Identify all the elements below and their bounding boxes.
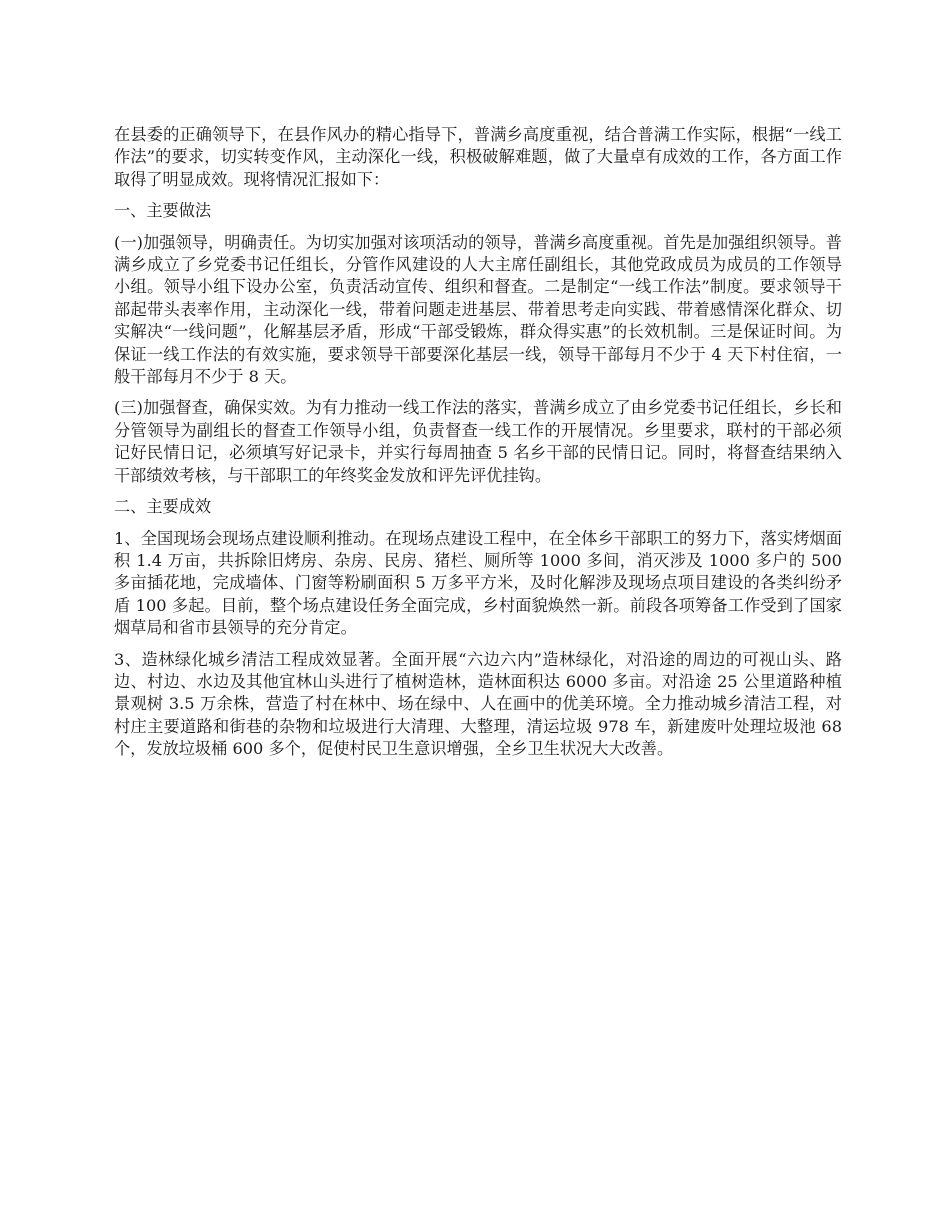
intro-paragraph: 在县委的正确领导下，在县作风办的精心指导下，普满乡高度重视，结合普满工作实际，根据“一线工作法”的要求，切实转变作风，主动深化一线，积极破解难题，做了大量卓有成效的工作，各方面工作取得了明显成效。现将情况汇报如下： [114,125,842,189]
paragraph-supervision: (三)加强督查，确保实效。为有力推动一线工作法的落实，普满乡成立了由乡党委书记任组长，乡长和分管领导为副组长的督查工作领导小组，负责督查一线工作的开展情况。乡里要求，联村的干部必须记好民情日记，必须填写好记录卡，并实行每周抽查 5 名乡干部的民情日记。同时，将督查结果纳入干部绩效考核，与干部职工的年终奖金发放和评先评优挂钩。 [114,398,842,485]
document-body [114,124,842,770]
section-heading-main-results: 二、主要成效 [114,497,212,517]
paragraph-site-construction: 1、全国现场会现场点建设顺利推动。在现场点建设工程中，在全体乡干部职工的努力下，落实烤烟面积 1.4 万亩，共拆除旧烤房、杂房、民房、猪栏、厕所等 1000 多间，消灭涉及 1000 多户的 500 多亩插花地，完成墙体、门窗等粉刷面积 5 万多平方米，及时化解涉及现场点项目建设的各类纠纷矛盾 100 多起。目前，整个场点建设任务全面完成，乡村面貌焕然一新。前段各项筹备工作受到了国家烟草局和省市县领导的充分肯定。 [114,528,842,638]
paragraph-afforestation: 3、造林绿化城乡清洁工程成效显著。全面开展“六边六内”造林绿化，对沿途的周边的可视山头、路边、村边、水边及其他宜林山头进行了植树造林，造林面积达 6000 多亩。对沿途 25 公里道路种植景观树 3.5 万余株，营造了村在林中、场在绿中、人在画中的优美环境。全力推动城乡清洁工程，对村庄主要道路和街巷的杂物和垃圾进行大清理、大整理，清运垃圾 978 车，新建废叶处理垃圾池 68 个，发放垃圾桶 600 多个，促使村民卫生意识增强，全乡卫生状况大大改善。 [114,649,842,759]
section-heading-main-practices: 一、主要做法 [114,201,212,221]
paragraph-leadership: (一)加强领导，明确责任。为切实加强对该项活动的领导，普满乡高度重视。首先是加强组织领导。普满乡成立了乡党委书记任组长，分管作风建设的人大主席任副组长，其他党政成员为成员的工作领导小组。领导小组下设办公室，负责活动宣传、组织和督查。二是制定“一线工作法”制度。要求领导干部起带头表率作用，主动深化一线，带着问题走进基层、带着思考走向实践、带着感情深化群众、切实解决“一线问题”，化解基层矛盾，形成“干部受锻炼，群众得实惠”的长效机制。三是保证时间。为保证一线工作法的有效实施，要求领导干部要深化基层一线，领导干部每月不少于 4 天下村住宿，一般干部每月不少于 8 天。 [114,232,842,387]
